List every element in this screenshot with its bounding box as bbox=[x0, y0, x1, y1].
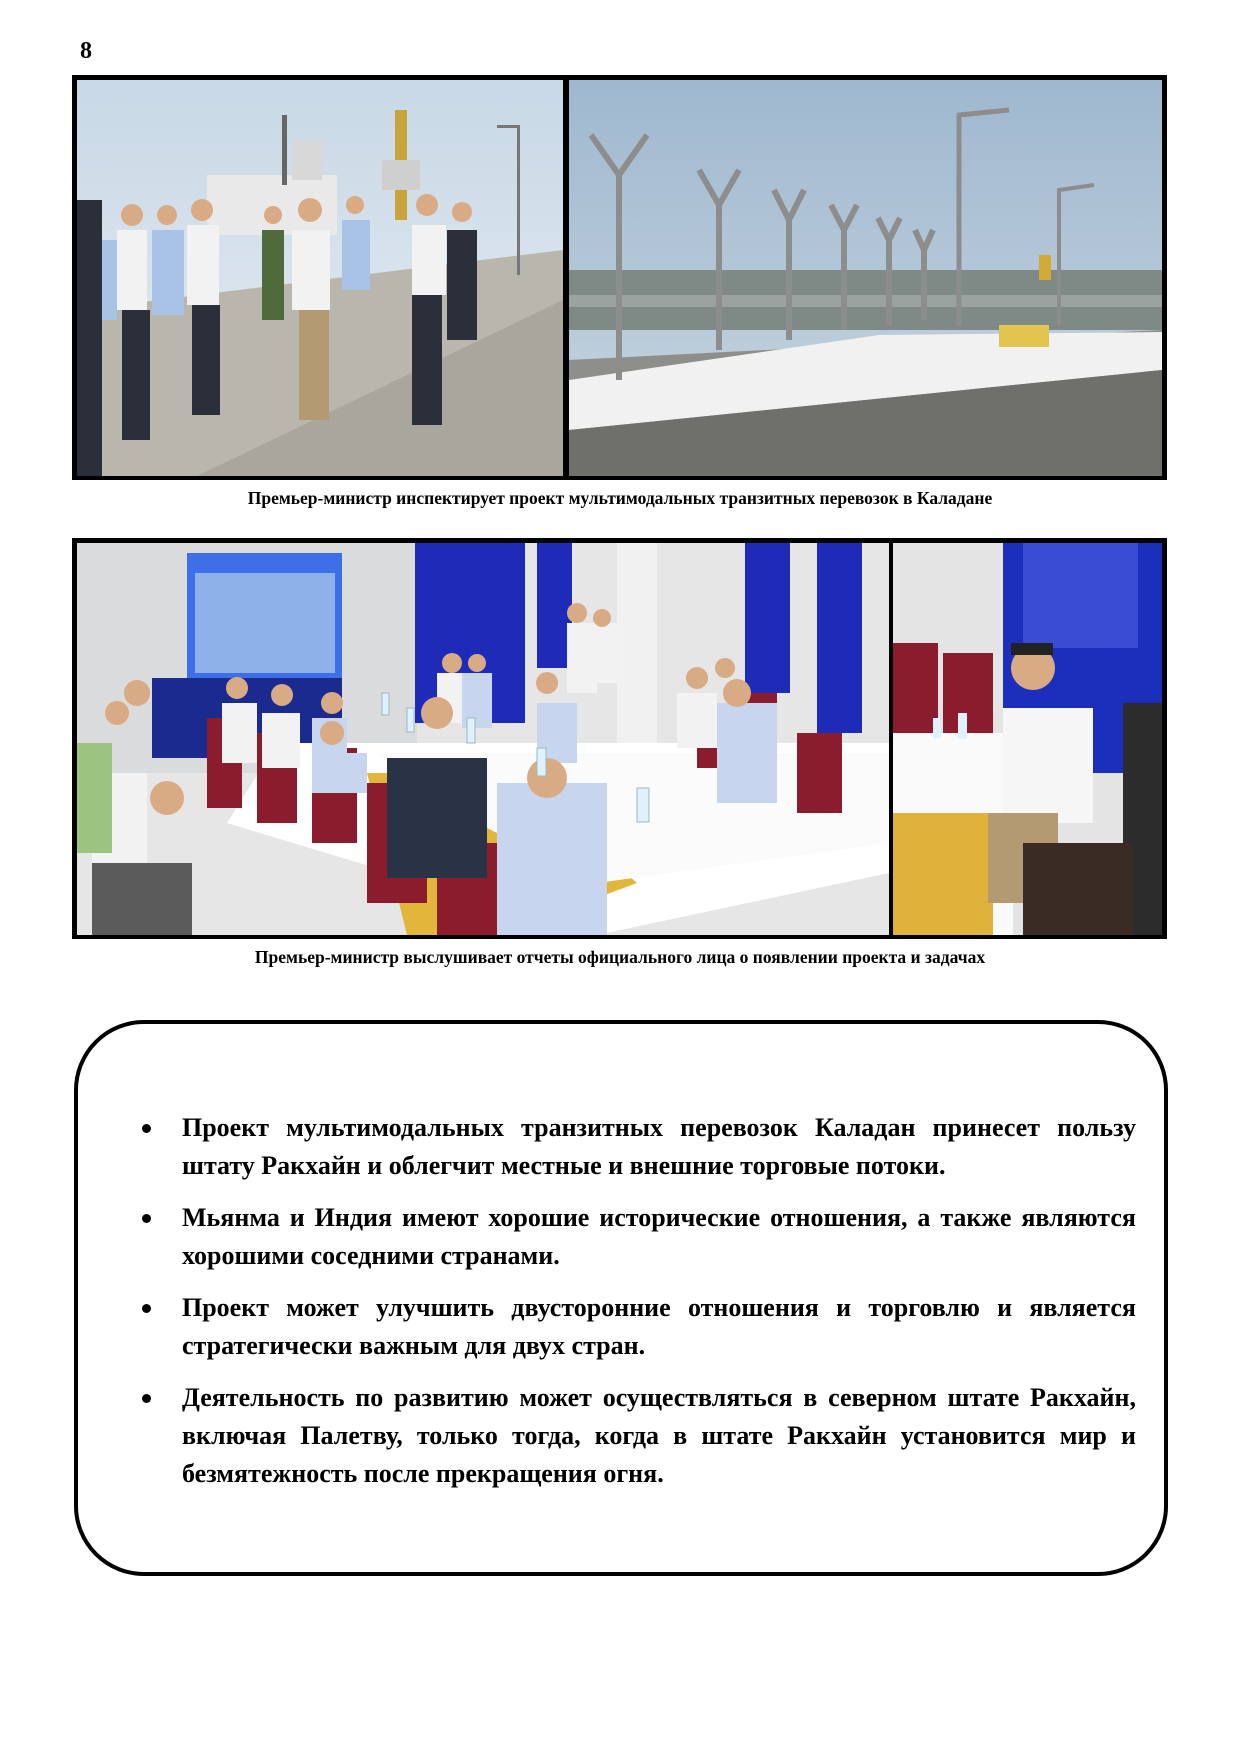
list-item bbox=[142, 1109, 1136, 1185]
top-photo-caption: Премьер-министр инспектирует проект мультимодальных транзитных перевозок в Каладане bbox=[247, 488, 993, 508]
bullet-text: Проект может улучшить двусторонние отношения и торговлю и является стратегически важным для двух стран. bbox=[182, 1293, 1136, 1360]
key-points-box bbox=[74, 1020, 1168, 1576]
bullet-text: Проект мультимодальных транзитных перевозок Каладан принесет пользу штату Ракхайн и облегчит местные и внешние торговые потоки. bbox=[182, 1113, 1136, 1180]
photo-official-seated-at-table bbox=[893, 543, 1162, 935]
list-item bbox=[142, 1379, 1136, 1493]
list-item bbox=[142, 1289, 1136, 1365]
photo-meeting-room-presentation bbox=[77, 543, 889, 935]
page-number: 8 bbox=[80, 38, 92, 64]
top-photo-frame bbox=[72, 75, 1167, 480]
bullet-text: Деятельность по развитию может осуществляться в северном штате Ракхайн, включая Палетву, только тогда, когда в штате Ракхайн установится мир и безмятежность после прекращения огня. bbox=[182, 1383, 1136, 1488]
middle-photo-frame bbox=[72, 538, 1167, 939]
photo-officials-inspecting-pier bbox=[77, 80, 563, 476]
key-points-list bbox=[142, 1109, 1136, 1507]
middle-photo-caption: Премьер-министр выслушивает отчеты официального лица о появлении проекта и задачах bbox=[254, 947, 986, 967]
photo-pier-with-lamp-posts bbox=[569, 80, 1162, 476]
bullet-text: Мьянма и Индия имеют хорошие исторические отношения, а также являются хорошими соседними странами. bbox=[182, 1203, 1136, 1270]
bullet-icon bbox=[142, 1304, 151, 1313]
bullet-icon bbox=[142, 1124, 151, 1133]
bullet-icon bbox=[142, 1214, 151, 1223]
bullet-icon bbox=[142, 1394, 151, 1403]
list-item bbox=[142, 1199, 1136, 1275]
